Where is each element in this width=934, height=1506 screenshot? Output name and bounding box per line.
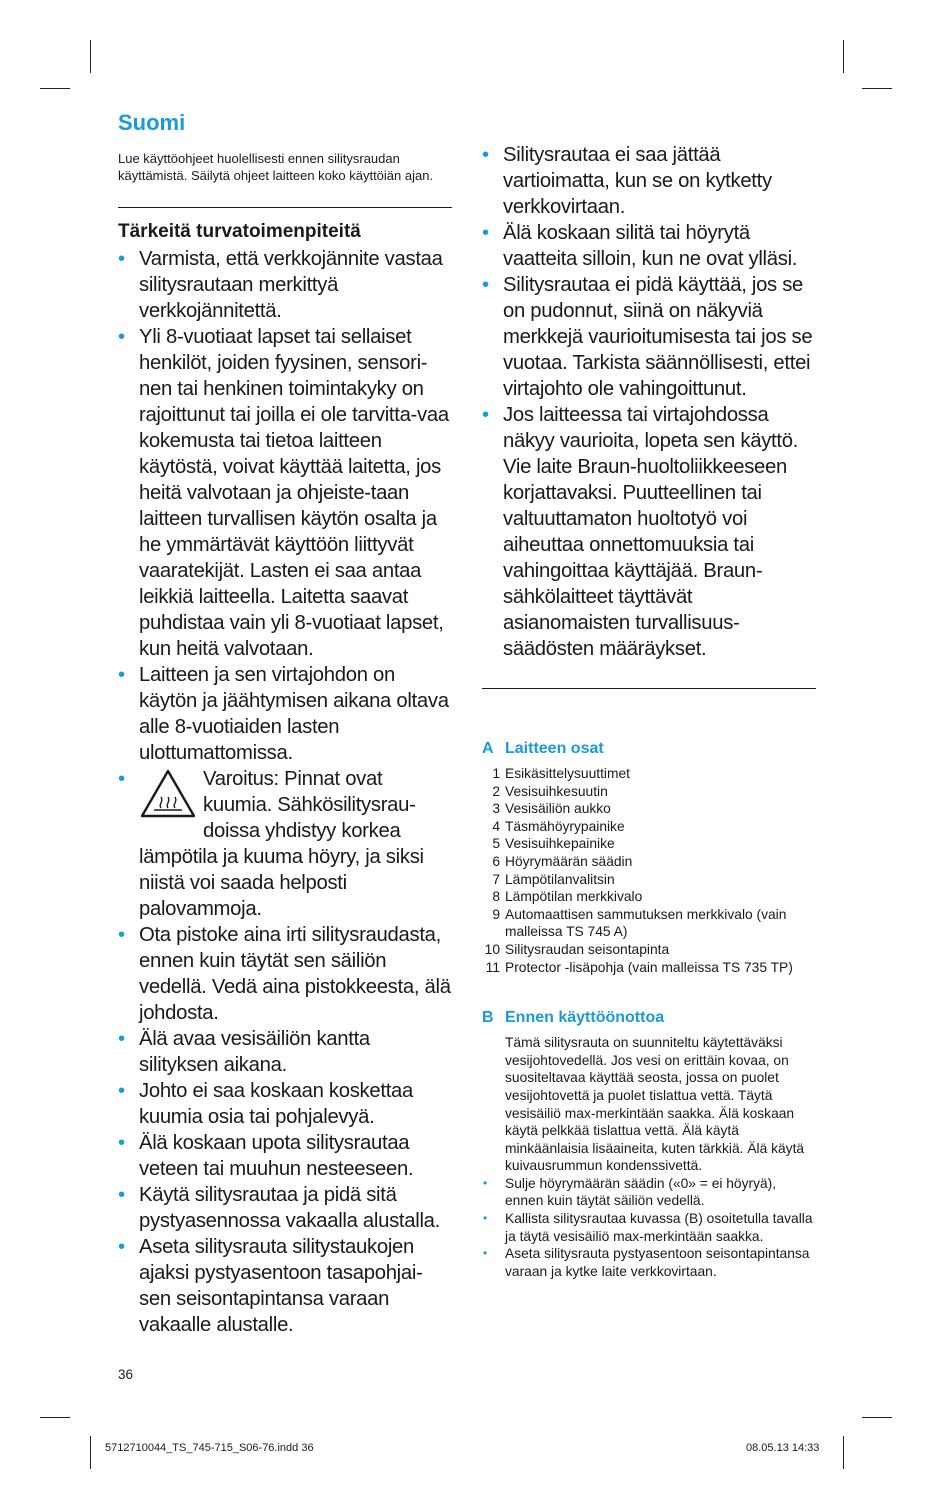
section-a-heading: A Laitteen osat	[482, 740, 604, 757]
list-item: 7 Lämpötilanvalitsin	[492, 871, 615, 887]
list-item: • Älä koskaan upota silitysrautaa veteen tai muuhun nesteeseen.	[118, 1132, 414, 1180]
crop-mark-bottom-left-h	[40, 1417, 70, 1418]
list-item: 9 Automaattisen sammutuksen merkkivalo (vain malleissa TS 745 A)	[492, 906, 787, 940]
list-item: • Jos laitteessa tai virtajohdossa näkyy vaurioita, lopeta sen käyttö. Vie laite Braun-huoltoliikkeeseen korjattavaksi. Puutteellinen tai valtuuttamaton huoltotyö voi aiheuttaa onnettomuuksia tai vahingoittaa käyttäjää. Braun-sähkölaitteet täyttävät asianomaisten turvallisuus-säädösten määräykset.	[482, 404, 799, 660]
section-b-heading: B Ennen käyttöönottoa	[482, 1009, 665, 1027]
intro-text: Lue käyttöohjeet huolellisesti ennen silitysraudan käyttämistä. Säilytä ohjeet laitteen koko käyttöiän ajan.	[118, 151, 434, 183]
bullet-icon: •	[118, 924, 125, 946]
footer-timestamp: 08.05.13 14:33	[746, 1442, 820, 1454]
bullet-icon: •	[118, 1028, 125, 1050]
list-item: • Johto ei saa koskaan koskettaa kuumia osia tai pohjalevyä.	[118, 1080, 413, 1128]
list-item: • Varmista, että verkkojännite vastaa silitysrautaan merkittyä verkkojännitettä.	[118, 248, 443, 322]
crop-mark-bottom-left-v	[90, 1436, 91, 1469]
list-item: • Laitteen ja sen virtajohdon on käytön ja jäähtymisen aikana oltava alle 8-vuotiaiden lasten ulottumattomissa.	[118, 664, 449, 764]
list-item: • Älä avaa vesisäiliön kantta silityksen aikana.	[118, 1028, 370, 1076]
right-column	[482, 142, 818, 1280]
list-item: • Kallista silitysrautaa kuvassa (B) osoitetulla tavalla ja täytä vesisäiliö max-merkintään saakka.	[483, 1211, 813, 1244]
page-number: 36	[118, 1367, 134, 1382]
list-item: 6 Höyrymäärän säädin	[492, 853, 633, 869]
bullet-icon: •	[118, 1184, 125, 1206]
safety-heading: Tärkeitä turvatoimenpiteitä	[118, 221, 361, 242]
section-b-paragraph: Tämä silitysrauta on suunniteltu käytettäväksi vesijohtovedellä. Jos vesi on erittäin kovaa, on suositeltavaa käyttää seosta, jossa on puolet vesijohtovettä ja puolet tislattua vettä. Täytä vesisäiliö max-merkintään saakka. Älä koskaan käytä pelkkää tislattua vettä. Älä käytä minkäänlaisia lisäaineita, kuten tärkkiä. Älä käytä kuivausrummun kondenssivettä.	[505, 1035, 805, 1174]
bullet-icon: •	[482, 274, 489, 296]
section-divider	[482, 688, 816, 689]
bullet-icon: •	[482, 144, 489, 166]
list-item: • Ota pistoke aina irti silitysraudasta, ennen kuin täytät sen säiliön vedellä. Vedä aina pistokkeesta, älä johdosta.	[118, 924, 451, 1024]
list-item: • Silitysrautaa ei pidä käyttää, jos se on pudonnut, siinä on näkyviä merkkejä vaurioitumisesta tai jos se vuotaa. Tarkista säännöllisesti, ettei virtajohto ole vahingoittunut.	[482, 274, 813, 400]
crop-mark-top-left-h	[40, 88, 70, 89]
list-item: • Aseta silitysrauta pystyasentoon seisontapintansa varaan ja kytke laite verkkovirtaan.	[483, 1246, 810, 1279]
bullet-icon: •	[483, 1211, 488, 1226]
crop-mark-top-left-v	[90, 40, 91, 73]
hot-surface-warning-icon	[139, 768, 197, 820]
crop-mark-top-right-v	[843, 40, 844, 73]
safety-list	[118, 246, 454, 1338]
parts-list	[482, 765, 818, 976]
safety-list-continued	[482, 142, 818, 662]
bullet-icon: •	[118, 1236, 125, 1258]
list-item: • Sulje höyrymäärän säädin («0» = ei höyryä), ennen kuin täytät säiliön vedellä.	[483, 1175, 777, 1209]
bullet-icon: •	[118, 768, 125, 790]
list-item: 10 Silitysraudan seisontapinta	[484, 941, 670, 957]
bullet-icon: •	[118, 326, 125, 348]
bullet-icon: •	[118, 1132, 125, 1154]
page-title: Suomi	[118, 110, 186, 135]
list-item: 11 Protector -lisäpohja (vain malleissa TS 735 TP)	[485, 959, 793, 975]
list-item: 5 Vesisuihkepainike	[492, 836, 615, 852]
crop-mark-bottom-right-h	[862, 1417, 892, 1418]
bullet-icon: •	[482, 404, 489, 426]
list-item: • Yli 8-vuotiaat lapset tai sellaiset henkilöt, joiden fyysinen, sensori-nen tai henkinen toimintakyky on rajoittunut tai joilla ei ole tarvitta-vaa kokemusta tai tietoa laitteen käytöstä, voivat käyttää laitetta, jos heitä valvotaan ja ohjeiste-taan laitteen turvallisen käytön osalta ja he ymmärtävät käyttöön liittyvät vaaratekijät. Lasten ei saa antaa leikkiä laitteella. Laitetta saavat puhdistaa vain yli 8-vuotiaat lapset, kun heitä valvotaan.	[118, 326, 449, 660]
list-item: • Käytä silitysrautaa ja pidä sitä pystyasennossa vakaalla alustalla.	[118, 1184, 440, 1232]
bullet-icon: •	[118, 1080, 125, 1102]
list-item: • Älä koskaan silitä tai höyrytä vaatteita silloin, kun ne ovat ylläsi.	[482, 222, 798, 270]
section-b-list	[482, 1175, 818, 1281]
list-item: 3 Vesisäiliön aukko	[492, 801, 611, 817]
list-item: • Aseta silitysrauta silitystaukojen ajaksi pystyasentoon tasapohjai-sen seisontapintansa varaan vakaalle alustalle.	[118, 1236, 423, 1336]
list-item: 8 Lämpötilan merkkivalo	[492, 889, 643, 905]
crop-mark-top-right-h	[862, 88, 892, 89]
footer-file-info: 5712710044_TS_745-715_S06-76.indd 36	[105, 1442, 314, 1454]
bullet-icon: •	[118, 248, 125, 270]
section-divider	[118, 207, 452, 208]
bullet-icon: •	[483, 1246, 488, 1261]
bullet-icon: •	[483, 1175, 488, 1190]
list-item: • Silitysrautaa ei saa jättää vartioimatta, kun se on kytketty verkkovirtaan.	[482, 144, 772, 218]
list-item: 2 Vesisuihkesuutin	[492, 783, 608, 799]
bullet-icon: •	[118, 664, 125, 686]
bullet-icon: •	[482, 222, 489, 244]
left-column	[118, 108, 454, 1338]
list-item: 4 Täsmähöyrypainike	[492, 818, 625, 834]
crop-mark-bottom-right-v	[843, 1436, 844, 1469]
list-item: 1 Esikäsittelysuuttimet	[492, 766, 630, 781]
warning-text: Varoitus: Pinnat ovat kuumia. Sähkösilitysrau-doissa yhdistyy korkea lämpötila ja kuuma höyry, ja siksi niistä voi saada helposti palovammoja.	[139, 768, 424, 920]
warning-item	[118, 766, 454, 922]
